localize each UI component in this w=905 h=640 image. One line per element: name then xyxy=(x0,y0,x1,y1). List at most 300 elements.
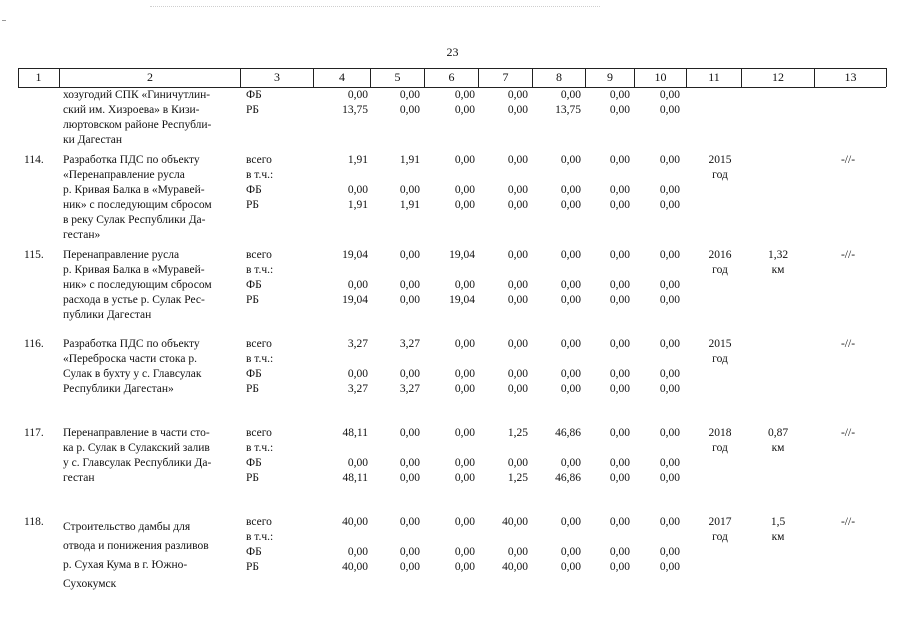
value-cell: 0,00 xyxy=(609,89,630,101)
value-cell: 0,00 xyxy=(399,457,420,469)
row-name-line: Республики Дагестан» xyxy=(63,383,174,395)
value-cell: 3,27 xyxy=(399,383,420,395)
value-cell xyxy=(634,263,680,278)
row-name-line: ник» с последующим сбросом xyxy=(63,199,212,211)
row-value-col-10 xyxy=(634,88,680,118)
row-name-line: отвода и понижения разливов xyxy=(63,540,209,552)
value-cell: 19,04 xyxy=(449,249,475,261)
funding-source-label: РБ xyxy=(246,104,259,116)
funding-source-label: в т.ч.: xyxy=(246,531,274,543)
year-text: 2015 xyxy=(708,338,732,350)
value-cell: 0,00 xyxy=(609,338,630,350)
value-cell xyxy=(425,263,475,278)
value-cell: 0,00 xyxy=(347,184,368,196)
row-name xyxy=(63,88,238,148)
row-number: 116. xyxy=(24,338,44,350)
value-cell: 0,00 xyxy=(454,154,475,166)
row-note: -//- xyxy=(840,338,856,350)
row-name-line: публики Дагестан xyxy=(63,309,152,321)
value-cell: 48,11 xyxy=(342,427,368,439)
row-value-col-8 xyxy=(531,153,581,213)
row-value-col-8 xyxy=(531,426,581,486)
value-cell: 0,00 xyxy=(507,368,528,380)
value-cell xyxy=(318,352,368,367)
row-length xyxy=(752,426,804,456)
value-cell: 0,00 xyxy=(454,104,475,116)
row-name-line: у с. Главсулак Республики Да- xyxy=(63,457,212,469)
row-value-col-5 xyxy=(372,515,420,575)
value-cell: 0,00 xyxy=(399,249,420,261)
value-cell: 0,00 xyxy=(399,294,420,306)
header-col-6: 6 xyxy=(425,68,479,87)
value-cell xyxy=(372,441,420,456)
row-value-col-9 xyxy=(584,337,630,397)
value-cell: 0,00 xyxy=(609,427,630,439)
value-cell xyxy=(634,441,680,456)
funding-source-label: ФБ xyxy=(246,89,262,101)
row-value-col-6 xyxy=(425,153,475,213)
value-cell: 0,00 xyxy=(507,184,528,196)
value-cell: 0,00 xyxy=(454,184,475,196)
value-cell: 0,00 xyxy=(347,546,368,558)
value-cell: 46,86 xyxy=(555,427,581,439)
value-cell xyxy=(584,168,630,183)
funding-source-label: всего xyxy=(246,338,272,350)
header-col-8: 8 xyxy=(533,68,586,87)
value-cell: 0,00 xyxy=(347,457,368,469)
value-cell xyxy=(372,530,420,545)
row-value-col-5 xyxy=(372,153,420,213)
row-value-col-6 xyxy=(425,248,475,308)
value-cell: 0,00 xyxy=(659,279,680,291)
value-cell xyxy=(531,168,581,183)
row-value-col-8 xyxy=(531,515,581,575)
row-year xyxy=(696,248,744,278)
row-value-col-7 xyxy=(478,337,528,397)
value-cell: 0,00 xyxy=(659,383,680,395)
value-cell: 1,91 xyxy=(399,154,420,166)
value-cell: 0,00 xyxy=(609,457,630,469)
header-col-4: 4 xyxy=(314,68,371,87)
value-cell: 13,75 xyxy=(342,104,368,116)
value-cell xyxy=(478,441,528,456)
year-text: год xyxy=(712,531,728,543)
row-value-col-5 xyxy=(372,248,420,308)
value-cell: 0,00 xyxy=(659,338,680,350)
value-cell: 0,00 xyxy=(454,199,475,211)
row-funding-source xyxy=(246,248,296,308)
value-cell: 1,25 xyxy=(507,472,528,484)
row-number: 115. xyxy=(24,249,44,261)
value-cell: 0,00 xyxy=(507,89,528,101)
value-cell: 0,00 xyxy=(560,457,581,469)
value-cell xyxy=(318,530,368,545)
value-cell xyxy=(318,168,368,183)
value-cell xyxy=(584,352,630,367)
value-cell xyxy=(531,530,581,545)
header-col-2: 2 xyxy=(60,68,241,87)
row-value-col-5 xyxy=(372,88,420,118)
value-cell: 0,00 xyxy=(507,249,528,261)
value-cell: 0,00 xyxy=(507,199,528,211)
value-cell: 40,00 xyxy=(502,561,528,573)
row-value-col-6 xyxy=(425,337,475,397)
value-cell xyxy=(318,441,368,456)
year-text: год xyxy=(712,353,728,365)
value-cell: 48,11 xyxy=(342,472,368,484)
header-col-3: 3 xyxy=(241,68,314,87)
row-name xyxy=(63,248,238,323)
row-value-col-6 xyxy=(425,88,475,118)
value-cell: 0,00 xyxy=(454,427,475,439)
value-cell: 0,00 xyxy=(507,154,528,166)
value-cell: 0,00 xyxy=(609,249,630,261)
value-cell: 0,00 xyxy=(399,561,420,573)
row-name-line: р. Кривая Балка в «Муравей- xyxy=(63,184,205,196)
value-cell xyxy=(584,530,630,545)
row-name-line: р. Сухая Кума в г. Южно- xyxy=(63,559,188,571)
row-value-col-10 xyxy=(634,153,680,213)
value-cell: 1,91 xyxy=(347,199,368,211)
value-cell: 0,00 xyxy=(609,546,630,558)
header-col-13: 13 xyxy=(815,68,887,87)
value-cell: 0,00 xyxy=(560,279,581,291)
value-cell: 0,00 xyxy=(659,457,680,469)
value-cell: 0,00 xyxy=(609,368,630,380)
value-cell: 0,00 xyxy=(560,89,581,101)
value-cell: 0,00 xyxy=(560,294,581,306)
value-cell: 40,00 xyxy=(342,561,368,573)
row-value-col-4 xyxy=(318,337,368,397)
value-cell: 1,25 xyxy=(507,427,528,439)
row-name-line: «Перенаправление русла xyxy=(63,169,185,181)
row-number: 117. xyxy=(24,427,44,439)
funding-source-label: в т.ч.: xyxy=(246,169,274,181)
row-name-line: ки Дагестан xyxy=(63,134,123,146)
funding-source-label: всего xyxy=(246,154,272,166)
row-note: -//- xyxy=(840,154,856,166)
value-cell: 0,00 xyxy=(560,561,581,573)
value-cell: 0,00 xyxy=(659,546,680,558)
row-value-col-4 xyxy=(318,88,368,118)
value-cell xyxy=(425,168,475,183)
value-cell: 0,00 xyxy=(454,561,475,573)
funding-source-label: всего xyxy=(246,427,272,439)
header-col-11: 11 xyxy=(687,68,742,87)
row-name-line: «Переброска части стока р. xyxy=(63,353,197,365)
value-cell: 0,00 xyxy=(609,199,630,211)
row-name-line: гестан» xyxy=(63,229,101,241)
row-value-col-5 xyxy=(372,426,420,486)
value-cell xyxy=(478,263,528,278)
row-year xyxy=(696,426,744,456)
value-cell: 0,00 xyxy=(609,516,630,528)
value-cell: 0,00 xyxy=(609,561,630,573)
value-cell xyxy=(372,352,420,367)
value-cell: 0,00 xyxy=(560,338,581,350)
length-text: км xyxy=(771,442,785,454)
value-cell: 0,00 xyxy=(399,184,420,196)
value-cell: 0,00 xyxy=(454,383,475,395)
row-name-line: Разработка ПДС по объекту xyxy=(63,154,200,166)
value-cell xyxy=(425,352,475,367)
value-cell: 0,00 xyxy=(347,89,368,101)
value-cell xyxy=(584,441,630,456)
value-cell: 0,00 xyxy=(347,279,368,291)
row-value-col-4 xyxy=(318,426,368,486)
value-cell: 0,00 xyxy=(560,154,581,166)
year-text: год xyxy=(712,264,728,276)
year-text: год xyxy=(712,169,728,181)
row-name-line: гестан xyxy=(63,472,95,484)
row-value-col-7 xyxy=(478,88,528,118)
value-cell: 0,00 xyxy=(659,154,680,166)
row-name-line: р. Кривая Балка в «Муравей- xyxy=(63,264,205,276)
value-cell: 40,00 xyxy=(342,516,368,528)
row-name-line: расхода в устье р. Сулак Рес- xyxy=(63,294,205,306)
value-cell: 0,00 xyxy=(609,154,630,166)
row-value-col-9 xyxy=(584,248,630,308)
row-name-line: ник» с последующим сбросом xyxy=(63,279,212,291)
value-cell: 0,00 xyxy=(560,184,581,196)
row-value-col-4 xyxy=(318,153,368,213)
row-value-col-9 xyxy=(584,515,630,575)
value-cell: 0,00 xyxy=(659,249,680,261)
header-col-7: 7 xyxy=(479,68,533,87)
value-cell: 0,00 xyxy=(454,457,475,469)
value-cell xyxy=(634,352,680,367)
value-cell: 0,00 xyxy=(454,279,475,291)
value-cell: 0,00 xyxy=(507,294,528,306)
value-cell: 0,00 xyxy=(507,546,528,558)
length-text: км xyxy=(771,531,785,543)
row-value-col-9 xyxy=(584,426,630,486)
value-cell: 0,00 xyxy=(507,338,528,350)
value-cell: 0,00 xyxy=(399,368,420,380)
value-cell: 19,04 xyxy=(342,294,368,306)
header-col-10: 10 xyxy=(635,68,687,87)
funding-source-label: ФБ xyxy=(246,368,262,380)
value-cell: 0,00 xyxy=(560,546,581,558)
row-value-col-4 xyxy=(318,515,368,575)
value-cell: 0,00 xyxy=(399,427,420,439)
value-cell: 0,00 xyxy=(399,546,420,558)
value-cell xyxy=(531,352,581,367)
row-name-line: Сухокумск xyxy=(63,578,117,590)
row-name xyxy=(63,426,238,486)
value-cell xyxy=(634,168,680,183)
value-cell: 19,04 xyxy=(449,294,475,306)
length-text: 1,32 xyxy=(767,249,789,261)
row-note: -//- xyxy=(840,427,856,439)
row-year xyxy=(696,515,744,545)
funding-source-label: всего xyxy=(246,516,272,528)
row-value-col-7 xyxy=(478,426,528,486)
value-cell: 0,00 xyxy=(454,338,475,350)
row-name-line: Строительство дамбы для xyxy=(63,521,191,533)
row-name-line: ка р. Сулак в Сулакский залив xyxy=(63,442,210,454)
row-name xyxy=(63,153,238,243)
row-name-line: Разработка ПДС по объекту xyxy=(63,338,200,350)
funding-source-label: РБ xyxy=(246,472,259,484)
row-value-col-10 xyxy=(634,426,680,486)
row-year xyxy=(696,337,744,367)
value-cell: 0,00 xyxy=(454,368,475,380)
header-col-5: 5 xyxy=(371,68,425,87)
value-cell: 0,00 xyxy=(659,89,680,101)
header-col-9: 9 xyxy=(586,68,635,87)
row-name-line: Сулак в бухту у с. Главсулак xyxy=(63,368,202,380)
value-cell xyxy=(531,263,581,278)
row-name-line: люртовском районе Республи- xyxy=(63,119,212,131)
value-cell: 0,00 xyxy=(609,279,630,291)
value-cell: 0,00 xyxy=(659,294,680,306)
value-cell: 0,00 xyxy=(659,427,680,439)
header-col-12: 12 xyxy=(742,68,815,87)
value-cell: 0,00 xyxy=(659,368,680,380)
value-cell xyxy=(318,263,368,278)
row-funding-source xyxy=(246,153,296,213)
row-value-col-9 xyxy=(584,88,630,118)
length-text: 1,5 xyxy=(770,516,786,528)
value-cell: 3,27 xyxy=(347,383,368,395)
value-cell: 0,00 xyxy=(560,383,581,395)
year-text: 2015 xyxy=(708,154,732,166)
value-cell xyxy=(425,530,475,545)
row-funding-source xyxy=(246,515,296,575)
value-cell: 0,00 xyxy=(659,561,680,573)
value-cell: 0,00 xyxy=(399,104,420,116)
funding-source-label: в т.ч.: xyxy=(246,353,274,365)
row-funding-source xyxy=(246,426,296,486)
value-cell: 0,00 xyxy=(347,368,368,380)
value-cell: 0,00 xyxy=(659,104,680,116)
row-number: 118. xyxy=(24,516,44,528)
year-text: 2017 xyxy=(708,516,732,528)
value-cell: 1,91 xyxy=(347,154,368,166)
year-text: год xyxy=(712,442,728,454)
row-name-line: Перенаправление русла xyxy=(63,249,180,261)
value-cell: 0,00 xyxy=(399,279,420,291)
row-value-col-8 xyxy=(531,88,581,118)
row-value-col-8 xyxy=(531,337,581,397)
row-name xyxy=(63,515,238,594)
value-cell: 0,00 xyxy=(659,184,680,196)
length-text: км xyxy=(771,264,785,276)
row-year xyxy=(696,153,744,183)
funding-source-label: ФБ xyxy=(246,457,262,469)
value-cell: 3,27 xyxy=(347,338,368,350)
value-cell: 0,00 xyxy=(609,383,630,395)
funding-source-label: ФБ xyxy=(246,184,262,196)
value-cell xyxy=(372,263,420,278)
value-cell: 19,04 xyxy=(342,249,368,261)
margin-tick xyxy=(2,20,6,21)
row-value-col-5 xyxy=(372,337,420,397)
row-number: 114. xyxy=(24,154,44,166)
value-cell: 0,00 xyxy=(454,546,475,558)
value-cell xyxy=(584,263,630,278)
row-name-line: хозугодий СПК «Гиничутлин- xyxy=(63,89,211,101)
header-col-1: 1 xyxy=(18,68,60,87)
row-value-col-7 xyxy=(478,515,528,575)
value-cell: 0,00 xyxy=(659,516,680,528)
value-cell: 46,86 xyxy=(555,472,581,484)
value-cell: 0,00 xyxy=(454,516,475,528)
row-value-col-10 xyxy=(634,515,680,575)
value-cell: 40,00 xyxy=(502,516,528,528)
value-cell: 0,00 xyxy=(560,368,581,380)
row-value-col-6 xyxy=(425,515,475,575)
value-cell: 0,00 xyxy=(399,89,420,101)
row-value-col-4 xyxy=(318,248,368,308)
value-cell: 0,00 xyxy=(659,472,680,484)
row-name-line: Перенаправление в части сто- xyxy=(63,427,210,439)
value-cell: 0,00 xyxy=(454,89,475,101)
year-text: 2016 xyxy=(708,249,732,261)
row-name-line: ский им. Хизроева» в Кизи- xyxy=(63,104,200,116)
row-name-line: в реку Сулак Республики Да- xyxy=(63,214,206,226)
funding-source-label: в т.ч.: xyxy=(246,442,274,454)
row-value-col-10 xyxy=(634,248,680,308)
row-value-col-6 xyxy=(425,426,475,486)
value-cell xyxy=(478,352,528,367)
funding-source-label: всего xyxy=(246,249,272,261)
value-cell: 0,00 xyxy=(507,383,528,395)
value-cell: 0,00 xyxy=(609,472,630,484)
row-note: -//- xyxy=(840,249,856,261)
funding-source-label: ФБ xyxy=(246,546,262,558)
length-text: 0,87 xyxy=(767,427,789,439)
value-cell: 0,00 xyxy=(560,199,581,211)
value-cell: 0,00 xyxy=(609,294,630,306)
value-cell xyxy=(478,530,528,545)
value-cell xyxy=(531,441,581,456)
value-cell: 0,00 xyxy=(560,516,581,528)
funding-source-label: в т.ч.: xyxy=(246,264,274,276)
row-value-col-9 xyxy=(584,153,630,213)
value-cell: 3,27 xyxy=(399,338,420,350)
value-cell xyxy=(372,168,420,183)
value-cell xyxy=(634,530,680,545)
funding-source-label: РБ xyxy=(246,294,259,306)
row-value-col-7 xyxy=(478,153,528,213)
row-funding-source xyxy=(246,337,296,397)
value-cell: 1,91 xyxy=(399,199,420,211)
value-cell: 13,75 xyxy=(555,104,581,116)
year-text: 2018 xyxy=(708,427,732,439)
value-cell: 0,00 xyxy=(399,472,420,484)
faint-header-trace xyxy=(150,0,600,7)
value-cell: 0,00 xyxy=(507,279,528,291)
row-length xyxy=(752,248,804,278)
value-cell: 0,00 xyxy=(399,516,420,528)
value-cell: 0,00 xyxy=(659,199,680,211)
row-funding-source xyxy=(246,88,296,118)
row-length xyxy=(752,515,804,545)
value-cell: 0,00 xyxy=(507,104,528,116)
value-cell xyxy=(478,168,528,183)
row-value-col-8 xyxy=(531,248,581,308)
row-name xyxy=(63,337,238,397)
row-value-col-10 xyxy=(634,337,680,397)
value-cell: 0,00 xyxy=(609,104,630,116)
row-note: -//- xyxy=(840,516,856,528)
page-number: 23 xyxy=(446,45,459,59)
value-cell: 0,00 xyxy=(609,184,630,196)
funding-source-label: РБ xyxy=(246,561,259,573)
funding-source-label: РБ xyxy=(246,383,259,395)
